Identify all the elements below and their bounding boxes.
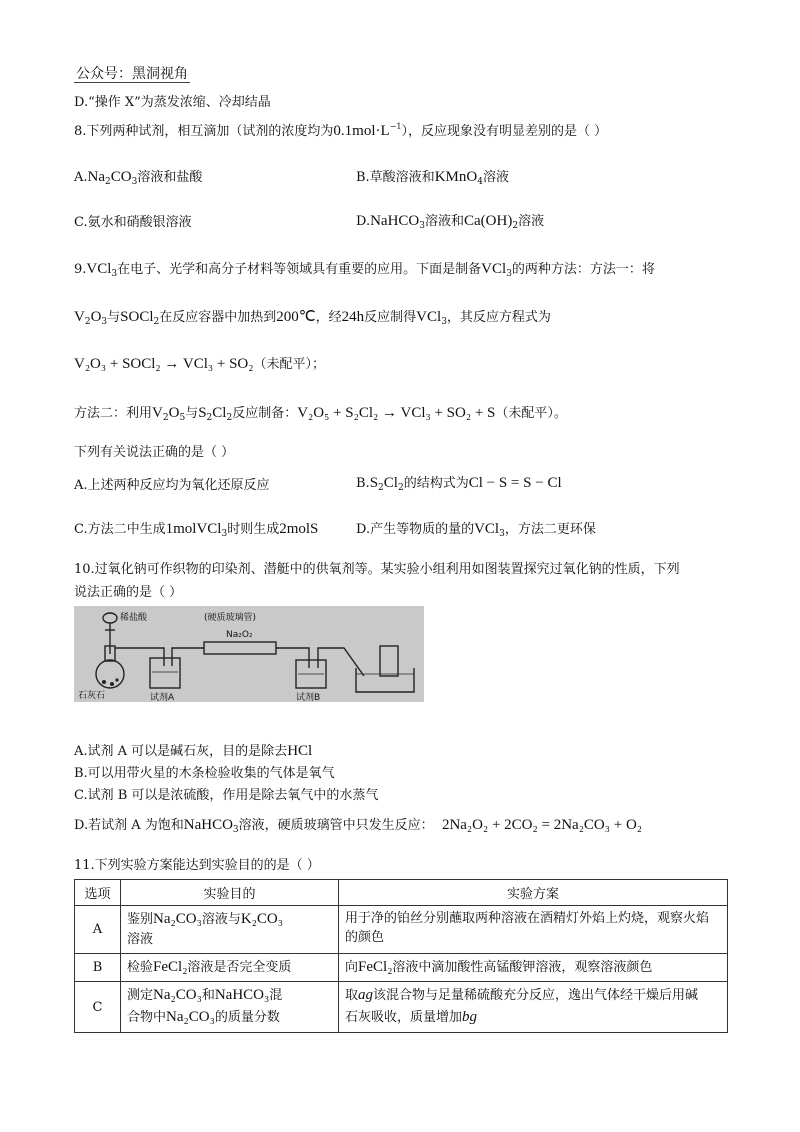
q9-method-2: 方法二：利用$V_2O_5$与$S_2Cl_2$反应制备：V₂O₅ + S₂Cl₂ → VCl₃ + SO₂ + S（未配平）。 [74, 405, 567, 423]
q7-option-d: D.“操作 X”为蒸发浓缩、冷却结晶 [74, 95, 271, 110]
row-plan: 用于净的铂丝分别蘸取两种溶液在酒精灯外焰上灼烧，观察火焰的颜色 [339, 906, 728, 954]
q10-option-d: D.若试剂 A 为饱和NaHCO$_3$溶液，硬质玻璃管中只发生反应： 2Na₂O₂ + 2CO₂ = 2Na₂CO₃ + O₂ [74, 817, 643, 835]
table-row [75, 953, 728, 982]
row-option: A [75, 906, 121, 954]
q9-question: 下列有关说法正确的是（ ） [74, 445, 235, 460]
q10-stem-line2: 说法正确的是（ ） [74, 585, 183, 600]
row-goal: 测定Na₂CO₃和NaHCO₃混 合物中Na₂CO₃的质量分数 [121, 982, 339, 1033]
q10-option-a: A.试剂 A 可以是碱石灰，目的是除去HCl [74, 743, 313, 759]
q10-option-c: C.试剂 B 可以是浓硫酸，作用是除去氧气中的水蒸气 [74, 788, 379, 803]
table-row [75, 982, 728, 1033]
q9-equation-1: V₂O₃ + SOCl₂ → VCl₃ + SO₂（未配平）； [74, 356, 326, 372]
q9-stem-line1: 9.VCl$_3$在电子、光学和高分子材料等领域具有重要的应用。下面是制备VCl$_3$的两种方法：方法一：将 [74, 261, 655, 279]
q9-option-d: D.产生等物质的量的VCl$_3$，方法二更环保 [356, 521, 596, 539]
q9-stem-line2: $V_2O_3$与SOCl$_2$在反应容器中加热到200℃，经24h反应制得VCl$_3$，其反应方程式为 [74, 309, 551, 327]
label-na2o2: Na₂O₂ [226, 630, 253, 640]
table-header-row [75, 880, 728, 906]
watermark: 公众号：黑洞视角 [76, 66, 188, 82]
label-hard-glass-tube: (硬质玻璃管) [204, 613, 257, 623]
row-option: C [75, 982, 121, 1033]
q10-option-b: B.可以用带火星的木条检验收集的气体是氧气 [74, 766, 335, 781]
q11-stem: 11.下列实验方案能达到实验目的的是（ ） [74, 858, 320, 873]
q8-option-c: C.氨水和硝酸银溶液 [74, 215, 192, 230]
q9-option-b: $B.S_2Cl_2$的结构式为Cl − S = S − Cl [356, 475, 562, 493]
q8-option-b: B.草酸溶液和KMnO$_4$溶液 [356, 169, 509, 187]
table-row [75, 906, 728, 954]
header-option: 选项 [75, 880, 121, 906]
header-plan: 实验方案 [339, 880, 728, 906]
q8-option-d: D.NaHCO$_3$溶液和$Ca(OH)_2$溶液 [356, 213, 545, 231]
label-reagent-b: 试剂B [296, 693, 321, 702]
q8-option-a: $A.Na_2CO_3$溶液和盐酸 [74, 169, 203, 187]
apparatus-figure [74, 606, 424, 702]
q9-option-c: C.方法二中生成1molVCl$_3$时则生成2molS [74, 521, 319, 539]
header-goal: 实验目的 [121, 880, 339, 906]
label-limestone: 石灰石 [78, 691, 106, 701]
q9-option-a: A.上述两种反应均为氧化还原反应 [74, 478, 270, 493]
row-plan: 取ag该混合物与足量稀硫酸充分反应，逸出气体经干燥后用碱 石灰吸收，质量增加bg [339, 982, 728, 1033]
row-option: B [75, 953, 121, 982]
q10-stem-line1: 10.过氧化钠可作织物的印染剂、潜艇中的供氧剂等。某实验小组利用如图装置探究过氧化钠的性质，下列 [74, 562, 680, 577]
q8-stem: 8.下列两种试剂，相互滴加（试剂的浓度均为$0.1mol\cdot L^{-1}$），反应现象没有明显差别的是（ ） [74, 122, 608, 139]
row-plan: 向FeCl₂溶液中滴加酸性高锰酸钾溶液，观察溶液颜色 [339, 953, 728, 982]
label-dilute-hcl: 稀盐酸 [120, 613, 148, 623]
row-goal: 检验FeCl₂溶液是否完全变质 [121, 953, 339, 982]
row-goal: 鉴别Na₂CO₃溶液与K₂CO₃ 溶液 [121, 906, 339, 954]
label-reagent-a: 试剂A [150, 693, 175, 702]
experiment-table [74, 879, 728, 1033]
